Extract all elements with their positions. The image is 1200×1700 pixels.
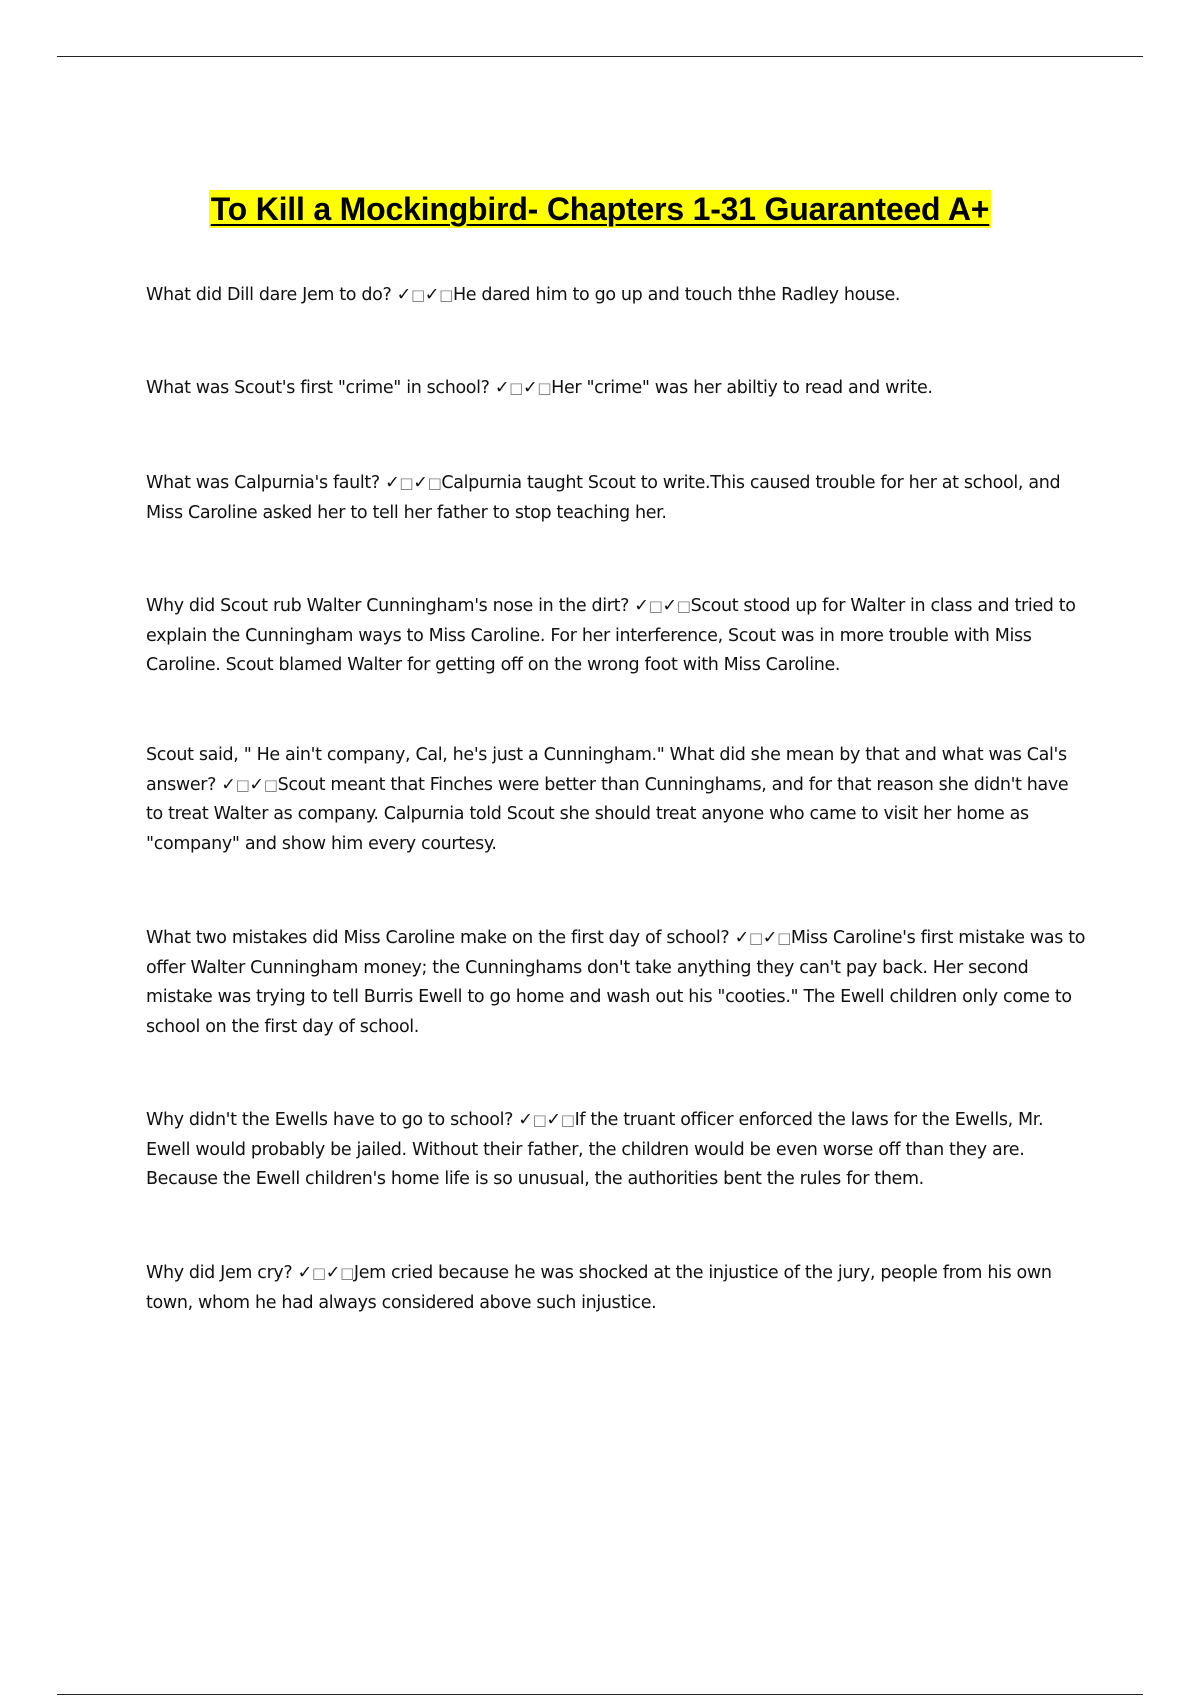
question-text: Why did Scout rub Walter Cunningham's nose in the dirt? xyxy=(146,596,630,616)
answer-text: Jem cried because he was shocked at the injustice of the jury, people from his own town, whom he had always considered above such injustice. xyxy=(146,1263,1052,1313)
box-icon: □ xyxy=(235,775,250,794)
box-icon: □ xyxy=(509,379,523,397)
check-icon: ✓ xyxy=(734,928,749,948)
check-icon: ✓ xyxy=(385,473,400,493)
question-text: Why did Jem cry? xyxy=(146,1263,293,1283)
qa-item xyxy=(146,924,1090,1042)
check-icon: ✓ xyxy=(494,378,510,398)
check-icon: ✓ xyxy=(221,774,236,795)
answer-text: Scout stood up for Walter in class and tried to explain the Cunningham ways to Miss Caroline. For her interference, Scout was in more trouble with Miss Caroline. Scout blamed Walter for getting off on the wrong foot with Miss Caroline. xyxy=(146,596,1076,675)
box-icon: □ xyxy=(439,286,453,304)
qa-item xyxy=(146,374,1090,404)
box-icon: □ xyxy=(777,929,791,947)
title-container xyxy=(0,190,1200,228)
answer-text: Calpurnia taught Scout to write.This caused trouble for her at school, and Miss Caroline asked her to tell her father to stop teaching her. xyxy=(146,473,1061,523)
qa-item xyxy=(146,741,1090,859)
top-rule xyxy=(57,56,1143,57)
box-icon: □ xyxy=(676,597,691,615)
check-icon: ✓ xyxy=(523,378,538,398)
question-text: Why didn't the Ewells have to go to school? xyxy=(146,1110,514,1130)
question-text: What was Calpurnia's fault? xyxy=(146,473,380,493)
bottom-rule xyxy=(57,1694,1143,1695)
qa-item xyxy=(146,469,1090,528)
box-icon: □ xyxy=(532,1111,547,1129)
check-icon: ✓ xyxy=(297,1263,312,1283)
answer-text: Scout meant that Finches were better than Cunninghams, and for that reason she didn't have to treat Walter as company. Calpurnia told Scout she should treat anyone who came to visit her home as "company" and show him every courtesy. xyxy=(146,774,1069,854)
check-icon: ✓ xyxy=(424,285,440,305)
box-icon: □ xyxy=(311,1264,326,1282)
box-icon: □ xyxy=(648,597,663,615)
check-icon: ✓ xyxy=(325,1263,341,1283)
answer-text: If the truant officer enforced the laws for the Ewells, Mr. Ewell would probably be jailed. Without their father, the children would be even worse off than they are. Because the Ewell children's home life is so unusual, the authorities bent the rules for them. xyxy=(146,1110,1044,1189)
box-icon: □ xyxy=(410,286,425,304)
box-icon: □ xyxy=(340,1264,354,1282)
document-title: To Kill a Mockingbird- Chapters 1-31 Guaranteed A+ xyxy=(210,191,990,227)
qa-item xyxy=(146,1259,1090,1318)
check-icon: ✓ xyxy=(413,473,428,493)
box-icon: □ xyxy=(427,474,442,492)
question-text: Scout said, " He ain't company, Cal, he's just a Cunningham." What did she mean by that and what was Cal's answer? xyxy=(146,745,1067,795)
check-icon: ✓ xyxy=(546,1110,561,1130)
answer-text: He dared him to go up and touch thhe Radley house. xyxy=(452,285,901,305)
check-icon: ✓ xyxy=(762,928,778,948)
check-icon: ✓ xyxy=(518,1110,533,1130)
box-icon: □ xyxy=(399,474,414,492)
qa-item xyxy=(146,592,1090,681)
box-icon: □ xyxy=(560,1111,575,1129)
check-icon: ✓ xyxy=(662,596,677,616)
answer-text: Her "crime" was her abiltiy to read and write. xyxy=(551,378,933,398)
question-text: What did Dill dare Jem to do? xyxy=(146,285,392,305)
check-icon: ✓ xyxy=(396,285,411,305)
check-icon: ✓ xyxy=(249,774,264,795)
question-text: What was Scout's first "crime" in school? xyxy=(146,378,490,398)
box-icon: □ xyxy=(537,379,552,397)
check-icon: ✓ xyxy=(634,596,649,616)
box-icon: □ xyxy=(748,929,763,947)
question-text: What two mistakes did Miss Caroline make on the first day of school? xyxy=(146,928,730,948)
answer-text: Miss Caroline's first mistake was to offer Walter Cunningham money; the Cunninghams don't take anything they can't pay back. Her second mistake was trying to tell Burris Ewell to go home and wash out his "cooties." The Ewell children only come to school on the first day of school. xyxy=(146,928,1086,1037)
qa-item xyxy=(146,281,1090,311)
qa-item xyxy=(146,1106,1090,1195)
box-icon: □ xyxy=(263,775,278,794)
